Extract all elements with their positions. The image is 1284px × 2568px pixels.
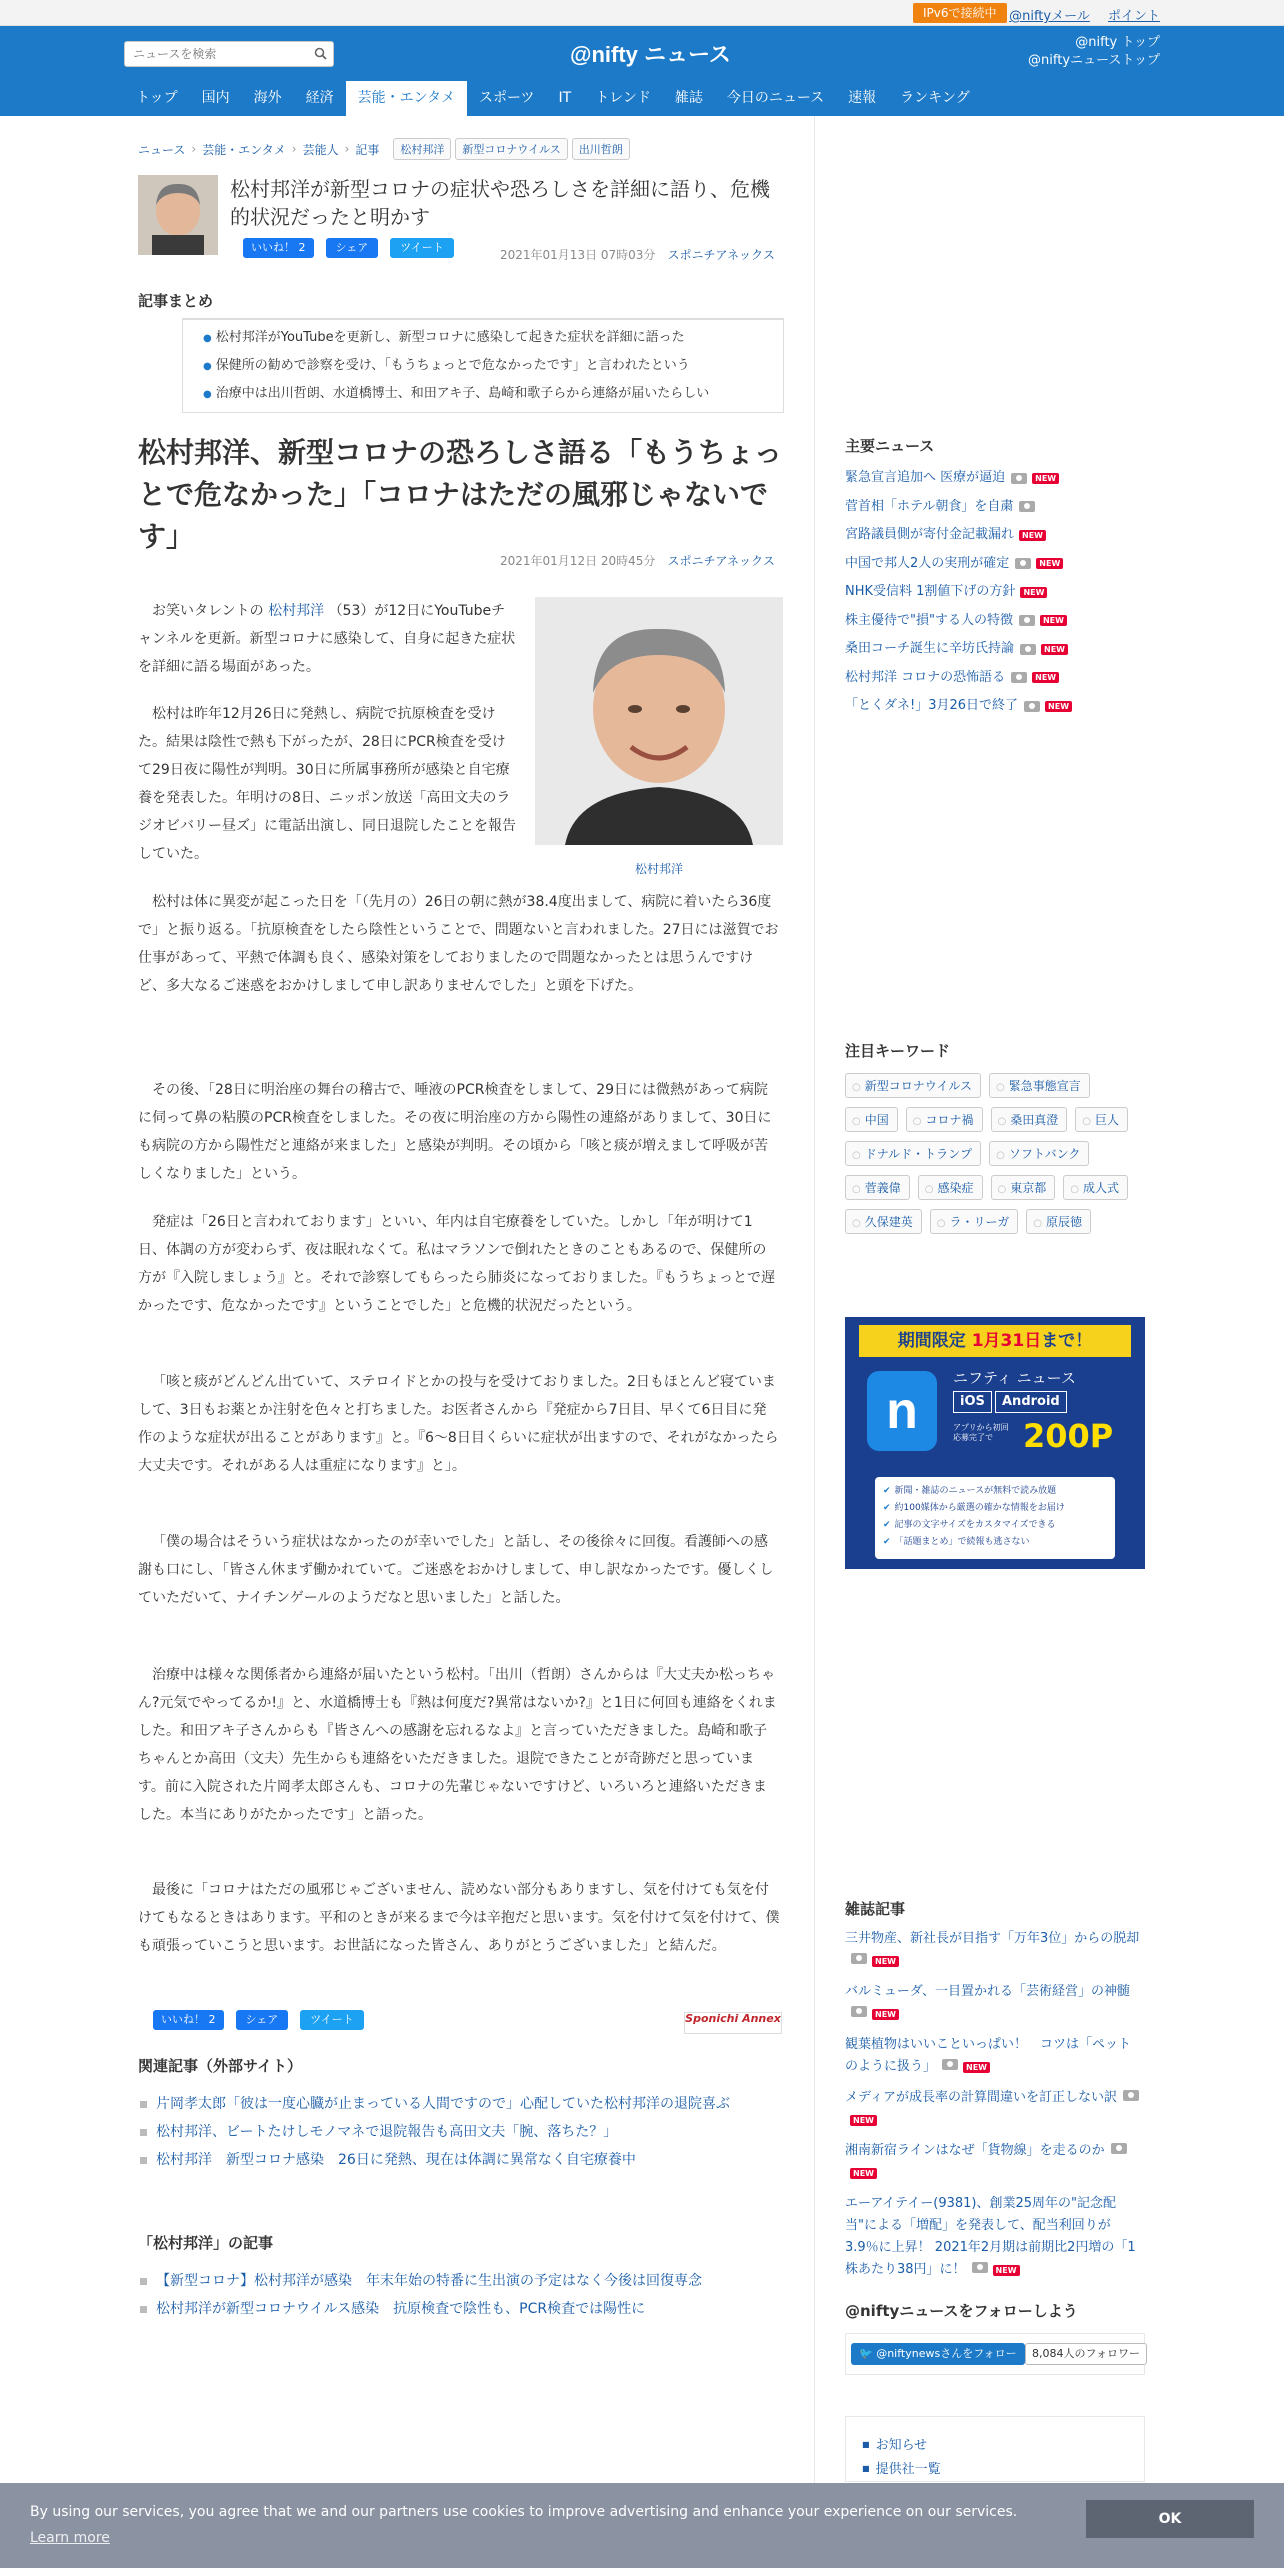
related-link[interactable]: 片岡孝太郎「彼は一度心臓が止まっている人間ですので」心配していた松村邦洋の退院喜ぶ <box>156 2096 730 2112</box>
search-box <box>124 41 334 67</box>
related-external-list <box>138 2090 788 2174</box>
sidebar-links <box>845 2416 1145 2482</box>
nav-domestic[interactable]: 国内 <box>201 90 230 106</box>
banner-feature: ✔ 「話題まとめ」で続報も逃さない <box>883 1534 1107 1551</box>
share-button[interactable]: シェア <box>326 238 379 258</box>
camera-icon <box>851 1953 867 1964</box>
nav-it[interactable]: IT <box>558 90 572 106</box>
like-button[interactable]: いいね！ 2 <box>153 2010 224 2030</box>
search-input[interactable] <box>125 42 305 66</box>
keyword-tag[interactable]: ○ 久保建英 <box>845 1209 922 1234</box>
keyword-tag[interactable]: ○ 中国 <box>845 1107 898 1132</box>
camera-icon <box>1015 558 1031 569</box>
main-news-list <box>845 464 1145 721</box>
camera-icon <box>1011 672 1027 683</box>
related-link[interactable]: 松村邦洋 新型コロナ感染 26日に発熱、現在は体調に異常なく自宅療養中 <box>156 2152 636 2168</box>
new-badge: NEW <box>1040 615 1067 626</box>
breadcrumb-news[interactable]: ニュース <box>138 142 186 157</box>
tag-covid[interactable]: 新型コロナウイルス <box>455 138 567 160</box>
site-logo[interactable]: @nifty ニュース <box>570 42 731 67</box>
main-news-item <box>845 521 1145 550</box>
paragraph-text: お笑いタレントの <box>152 603 264 619</box>
camera-icon <box>942 2059 958 2070</box>
new-badge: NEW <box>993 2265 1020 2276</box>
camera-icon <box>972 2262 988 2273</box>
article-paragraph: 治療中は様々な関係者から連絡が届いたという松村。「出川（哲朗）さんからは『大丈夫か松っちゃん?元気でやってるか!』と、水道橋博士も『熱は何度だ?異常はないか?』と1日に何回も連絡をくれました。和田アキ子さんからも『皆さんへの感謝を忘れるなよ』と言っていただきました。島崎和歌子ちゃんとか高田（文夫）先生からも連絡をいただきました。退院できたことが奇跡だと思っています。前に入院された片岡孝太郎さんも、コロナの先輩じゃないですけど、いろいろと連絡いただきました。本当にありがたかったです」と語った。 <box>138 1667 777 1823</box>
banner-feature: ✔ 新聞・雑誌のニュースが無料で読み放題 <box>883 1483 1107 1500</box>
photo-caption[interactable]: 松村邦洋 <box>634 862 683 876</box>
camera-icon <box>1020 644 1036 655</box>
keyword-tag[interactable]: ○ 成人式 <box>1063 1175 1128 1200</box>
banner-headline-post: まで！ <box>1041 1331 1093 1351</box>
related-external-heading: 関連記事（外部サイト） <box>138 2057 302 2075</box>
summary-item: ● 治療中は出川哲朗、水道橋博士、和田アキ子、島崎和歌子らから連絡が届いたらしい <box>203 380 773 408</box>
related-item <box>138 2295 788 2323</box>
cookie-ok-button[interactable]: OK <box>1086 2500 1254 2538</box>
main-news-item <box>845 635 1145 664</box>
banner-android: Android <box>995 1391 1067 1413</box>
article-paragraph: 最後に「コロナはただの風邪じゃございません、読めない部分もありますし、気を付けても気を付けてもなるときはあります。平和のときが来るまで今は辛抱だと思います。気を付けて気を付けて、僕も頑張っていこうと思います。お世話になった皆さん、ありがとうございました」と結んだ。 <box>138 1882 780 1954</box>
magazine-item <box>845 2034 1143 2078</box>
banner-features <box>875 1477 1115 1559</box>
article-paragraph: 「僕の場合はそういう症状はなかったのが幸いでした」と話し、その後徐々に回復。看護師への感謝も口にし、「皆さん休まず働かれていて。ご迷惑をおかけしまして、申し訳なかったです。優しくしていただいて、ナイチンゲールのようだなと思いました」と話した。 <box>138 1534 774 1606</box>
related-item <box>138 2118 788 2146</box>
article-title: 松村邦洋、新型コロナの恐ろしさ語る「もうちょっとで危なかった」「コロナはただの風邪じゃないです」 <box>138 436 783 553</box>
article-paragraph: 「咳と痰がどんどん出ていて、ステロイドとかの投与を受けておりました。2日もほとんど寝ていまして、3日もお薬とか注射を色々と打ちました。お医者さんから『発症から7日目、早くて6日目に発作のような症状が出ることがあります』と。『6～8日目くらいに症状が出ますので、それがなかったら大丈夫です。それがある人は重症になります』と」。 <box>138 1374 779 1474</box>
main-news-heading: 主要ニュース <box>845 437 935 455</box>
global-nav <box>124 81 982 116</box>
related-item <box>138 2146 788 2174</box>
tweet-button[interactable]: ツイート <box>390 238 453 258</box>
breadcrumb-entertainment[interactable]: 芸能・エンタメ <box>202 142 286 157</box>
magazine-link[interactable]: 湘南新宿ラインはなぜ「貨物線」を走るのか <box>845 2143 1105 2158</box>
main-news-link[interactable]: 「とくダネ!」3月26日で終了 <box>845 698 1019 713</box>
keyword-tag[interactable]: ○ 菅義偉 <box>845 1175 910 1200</box>
follow-button-label: @niftynewsさんをフォロー <box>876 2347 1017 2360</box>
breadcrumb-celebrity[interactable]: 芸能人 <box>302 142 339 157</box>
main-news-link[interactable]: 緊急宣言追加へ 医療が逼迫 <box>845 470 1006 485</box>
article-date: 2021年01月12日 20時45分 <box>500 554 656 568</box>
follower-count: 8,084人のフォロワー <box>1025 2343 1147 2365</box>
app-logo-icon: n <box>867 1371 937 1451</box>
main-news-item <box>845 664 1145 693</box>
article-thumbnail[interactable] <box>138 175 218 255</box>
sponichi-logo[interactable]: Sponichi Annex <box>684 2012 782 2034</box>
main-news-link[interactable]: NHK受信料 1割値下げの方針 <box>845 584 1016 599</box>
summary-meta <box>500 246 775 263</box>
nav-breaking[interactable]: 速報 <box>848 90 877 106</box>
banner-headline-date: 1月31日 <box>971 1331 1042 1351</box>
keyword-list <box>845 1073 1145 1234</box>
article-paragraph: 松村は体に異変が起こった日を「（先月の）26日の朝に熱が38.4度出まして、病院に着いたら36度で」と振り返る。「抗原検査をしたら陰性ということで、問題ないと言われました。27日には滋賀でお仕事があって、平熱で体調も良く、感染対策をしておりましたので問題なかったとは思うんですけど、多大なるご迷惑をおかけしまして申し訳ありませんでした」と頭を下げた。 <box>138 894 779 994</box>
cookie-message: By using our services, you agree that we and our partners use cookies to improve advertising and enhance your experience on our services. <box>30 2504 1018 2520</box>
keyword-tag[interactable]: ○ 新型コロナウイルス <box>845 1073 981 1098</box>
related-link[interactable]: 松村邦洋が新型コロナウイルス感染 抗原検査で陰性も、PCR検査では陽性に <box>156 2301 646 2317</box>
main-news-item <box>845 578 1145 607</box>
banner-headline <box>859 1325 1131 1357</box>
breadcrumb-separator: › <box>291 142 297 156</box>
search-icon[interactable] <box>314 47 327 60</box>
summary-item: ● 松村邦洋がYouTubeを更新し、新型コロナに感染して起きた症状を詳細に語った <box>203 324 773 352</box>
new-badge: NEW <box>872 1956 899 1967</box>
share-button[interactable]: シェア <box>236 2010 289 2030</box>
banner-app-name: ニフティ ニュース <box>953 1369 1076 1387</box>
nifty-mail-link[interactable]: @niftyメール <box>1009 9 1090 24</box>
main-news-item <box>845 464 1145 493</box>
summary-heading: 記事まとめ <box>138 292 214 310</box>
tag-degawa[interactable]: 出川哲朗 <box>572 138 630 160</box>
header-links <box>1028 34 1160 70</box>
top-bar <box>0 0 1284 26</box>
nav-entertainment[interactable]: 芸能・エンタメ <box>346 81 467 116</box>
related-link[interactable]: 松村邦洋、ビートたけしモノマネで退院報告も高田文夫「腕、落ちた？」 <box>156 2124 618 2140</box>
top-links <box>995 5 1160 24</box>
new-badge: NEW <box>1032 473 1059 484</box>
magazine-item <box>845 2087 1143 2131</box>
banner-points: 200P <box>1023 1417 1114 1455</box>
keyword-tag[interactable]: ○ 原辰徳 <box>1026 1209 1091 1234</box>
main-news-item <box>845 550 1145 579</box>
main-news-item <box>845 493 1145 522</box>
twitter-bird-icon: 🐦 <box>859 2347 877 2360</box>
main-news-item <box>845 607 1145 636</box>
nav-today[interactable]: 今日のニュース <box>726 90 825 106</box>
magazine-link[interactable]: 三井物産、新社長が目指す「万年3位」からの脱却 <box>845 1931 1140 1946</box>
magazine-link[interactable]: バルミューダ、一目置かれる「芸術経営」の神髄 <box>845 1984 1130 1999</box>
new-badge: NEW <box>850 2115 877 2126</box>
twitter-follow-button[interactable] <box>851 2343 1025 2365</box>
article-photo[interactable] <box>535 597 783 845</box>
summary-item: ● 保健所の勧めで診察を受け、「もうちょっとで危なかったです」と言われたという <box>203 352 773 380</box>
new-badge: NEW <box>1019 530 1046 541</box>
banner-note: アプリから初回応募完了で <box>953 1423 1009 1442</box>
keyword-tag[interactable]: ○ 感染症 <box>918 1175 983 1200</box>
paragraph-text: （53）が12日にYouTubeチャンネルを更新。新型コロナに感染して、自身に起きた症状を詳細に語る場面があった。 <box>138 603 516 675</box>
article-paragraph: 発症は「26日と言われております」といい、年内は自宅療養をしていた。しかし「年が明けて1日、体調の方が変わらず、夜は眠れなくて。私はマラソンで倒れたときのこともあるので、保健所の方が『入院しましょう』と。それで診察してもらったら肺炎になっておりました。『もうちょっとで遅かったです、危なかったです』ということでした」と危機的状況だったという。 <box>138 1214 775 1314</box>
related-person-heading: 「松村邦洋」の記事 <box>138 2234 274 2252</box>
article-paragraph <box>138 597 518 681</box>
magazine-item <box>845 2193 1143 2281</box>
related-link[interactable]: 【新型コロナ】松村邦洋が感染 年末年始の特番に生出演の予定はなく今後は回復専念 <box>156 2273 702 2289</box>
main-news-link[interactable]: 菅首相「ホテル朝食」を自粛 <box>845 498 1014 514</box>
main-news-link[interactable]: 中国で邦人2人の実刑が確定 <box>845 555 1010 571</box>
related-item <box>138 2267 788 2295</box>
site-header <box>0 26 1284 116</box>
nav-trend[interactable]: トレンド <box>595 90 651 106</box>
new-badge: NEW <box>1036 558 1063 569</box>
main-news-link[interactable]: 桑田コーチ誕生に辛坊氏持論 <box>845 641 1015 656</box>
summary-date: 2021年01月13日 07時03分 <box>500 248 656 262</box>
summary-social-buttons <box>243 238 454 258</box>
keyword-tag[interactable]: ○ 緊急事態宣言 <box>989 1073 1090 1098</box>
magazine-item <box>845 2140 1143 2184</box>
breadcrumb-separator: › <box>344 142 350 156</box>
magazine-link[interactable]: 観葉植物はいいこといっぱい！ コツは「ペットのように扱う」 <box>845 2037 1132 2074</box>
keywords-heading: 注目キーワード <box>845 1042 951 1060</box>
summary-title[interactable]: 松村邦洋が新型コロナの症状や恐ろしさを詳細に語り、危機的状況だったと明かす <box>230 177 770 229</box>
related-item <box>138 2090 788 2118</box>
magazine-link[interactable]: メディアが成長率の計算間違いを訂正しない訳 <box>845 2090 1117 2105</box>
follow-heading: @niftyニュースをフォローしよう <box>845 2302 1078 2320</box>
nav-overseas[interactable]: 海外 <box>253 90 282 106</box>
new-badge: NEW <box>1032 672 1059 683</box>
like-button[interactable]: いいね！ 2 <box>243 238 314 258</box>
article-source-link[interactable]: スポニチアネックス <box>667 554 775 568</box>
camera-icon <box>1011 473 1027 484</box>
camera-icon <box>1024 701 1040 712</box>
nifty-news-top-link[interactable]: @niftyニューストップ <box>1028 53 1160 68</box>
cookie-text-block <box>30 2499 1017 2551</box>
sidebar-divider <box>814 116 815 2486</box>
app-banner[interactable] <box>845 1317 1145 1569</box>
summary-source-link[interactable]: スポニチアネックス <box>667 248 775 262</box>
cookie-learn-more[interactable]: Learn more <box>30 2530 110 2546</box>
banner-ios: iOS <box>953 1391 992 1413</box>
camera-icon <box>1019 615 1035 626</box>
summary-list <box>182 318 784 413</box>
providers-link[interactable]: 提供社一覧 <box>875 2462 941 2477</box>
banner-feature: ✔ 記事の文字サイズをカスタマイズできる <box>883 1517 1107 1534</box>
magazine-list <box>845 1928 1143 2290</box>
keyword-tag[interactable]: ○ 桑田真澄 <box>991 1107 1068 1132</box>
main-news-link[interactable]: 松村邦洋 コロナの恐怖語る <box>845 669 1006 685</box>
breadcrumb-article[interactable]: 記事 <box>355 142 380 157</box>
new-badge: NEW <box>872 2009 899 2020</box>
nav-sports[interactable]: スポーツ <box>479 90 535 106</box>
magazine-heading: 雑誌記事 <box>845 1900 906 1918</box>
camera-icon <box>1123 2090 1139 2101</box>
keyword-tag[interactable]: ○ 巨人 <box>1075 1107 1128 1132</box>
magazine-item <box>845 1928 1143 1972</box>
camera-icon <box>1019 501 1035 512</box>
new-badge: NEW <box>1020 587 1047 598</box>
nav-magazine[interactable]: 雑誌 <box>674 90 703 106</box>
points-link[interactable]: ポイント <box>1107 9 1160 24</box>
camera-icon <box>1111 2143 1127 2154</box>
article-social-buttons <box>153 2010 364 2030</box>
keyword-tag[interactable]: ○ コロナ禍 <box>906 1107 983 1132</box>
person-link[interactable]: 松村邦洋 <box>268 603 325 619</box>
related-person-list <box>138 2267 788 2323</box>
notice-link[interactable]: お知らせ <box>875 2438 928 2453</box>
nav-ranking[interactable]: ランキング <box>900 90 970 106</box>
sidebar-link-item <box>862 2433 1144 2457</box>
new-badge: NEW <box>850 2168 877 2179</box>
new-badge: NEW <box>1045 701 1072 712</box>
main-news-link[interactable]: 株主優待で"損"する人の特徴 <box>845 612 1013 628</box>
breadcrumb <box>138 138 630 160</box>
magazine-link[interactable]: エーアイテイー(9381)、創業25周年の"記念配当"による「増配」を発表して、配当利回りが3.9％に上昇！ 2021年2月期は前期比2円増の「1株あたり38円」に！ <box>845 2196 1136 2277</box>
nav-economy[interactable]: 経済 <box>305 90 334 106</box>
new-badge: NEW <box>963 2062 990 2073</box>
main-news-item <box>845 692 1145 721</box>
nav-top[interactable]: トップ <box>136 90 178 106</box>
camera-icon <box>851 2006 867 2017</box>
keyword-tag[interactable]: ○ ラ・リーガ <box>930 1209 1019 1234</box>
magazine-item <box>845 1981 1143 2025</box>
new-badge: NEW <box>1041 644 1068 655</box>
breadcrumb-separator: › <box>191 142 197 156</box>
tweet-button[interactable]: ツイート <box>300 2010 363 2030</box>
keyword-tag[interactable]: ○ ドナルド・トランプ <box>845 1141 981 1166</box>
main-news-link[interactable]: 宮路議員側が寄付金記載漏れ <box>845 527 1015 542</box>
banner-feature: ✔ 約100媒体から厳選の確かな情報をお届け <box>883 1500 1107 1517</box>
ipv6-badge: IPv6で接続中 <box>913 3 1007 23</box>
keyword-tag[interactable]: ○ ソフトバンク <box>989 1141 1089 1166</box>
article-paragraph: 松村は昨年12月26日に発熱し、病院で抗原検査を受けた。結果は陰性で熱も下がったが、28日にPCR検査を受けて29日夜に陽性が判明。30日に所属事務所が感染と自宅療養を発表した。年明けの8日、ニッポン放送「高田文夫のラジオビバリー昼ズ」に電話出演し、同日退院したことを報告していた。 <box>138 706 516 862</box>
article-paragraph: その後、「28日に明治座の舞台の稽古で、唾液のPCR検査をしまして、29日には微熱があって病院に伺って鼻の粘膜のPCR検査をしました。その夜に明治座の方から陽性の連絡がありまして、30日にも病院の方から陽性だと連絡が来ました」と感染が判明。その頃から「咳と痰が増えまして呼吸が苦しくなりました」という。 <box>138 1082 772 1182</box>
banner-headline-pre: 期間限定 <box>897 1331 972 1351</box>
article-meta <box>500 552 775 569</box>
keyword-tag[interactable]: ○ 東京都 <box>991 1175 1056 1200</box>
cookie-banner <box>0 2483 1284 2568</box>
sidebar-link-item <box>862 2457 1144 2481</box>
nifty-top-link[interactable]: @nifty トップ <box>1075 35 1160 50</box>
tag-matsumura[interactable]: 松村邦洋 <box>393 138 451 160</box>
